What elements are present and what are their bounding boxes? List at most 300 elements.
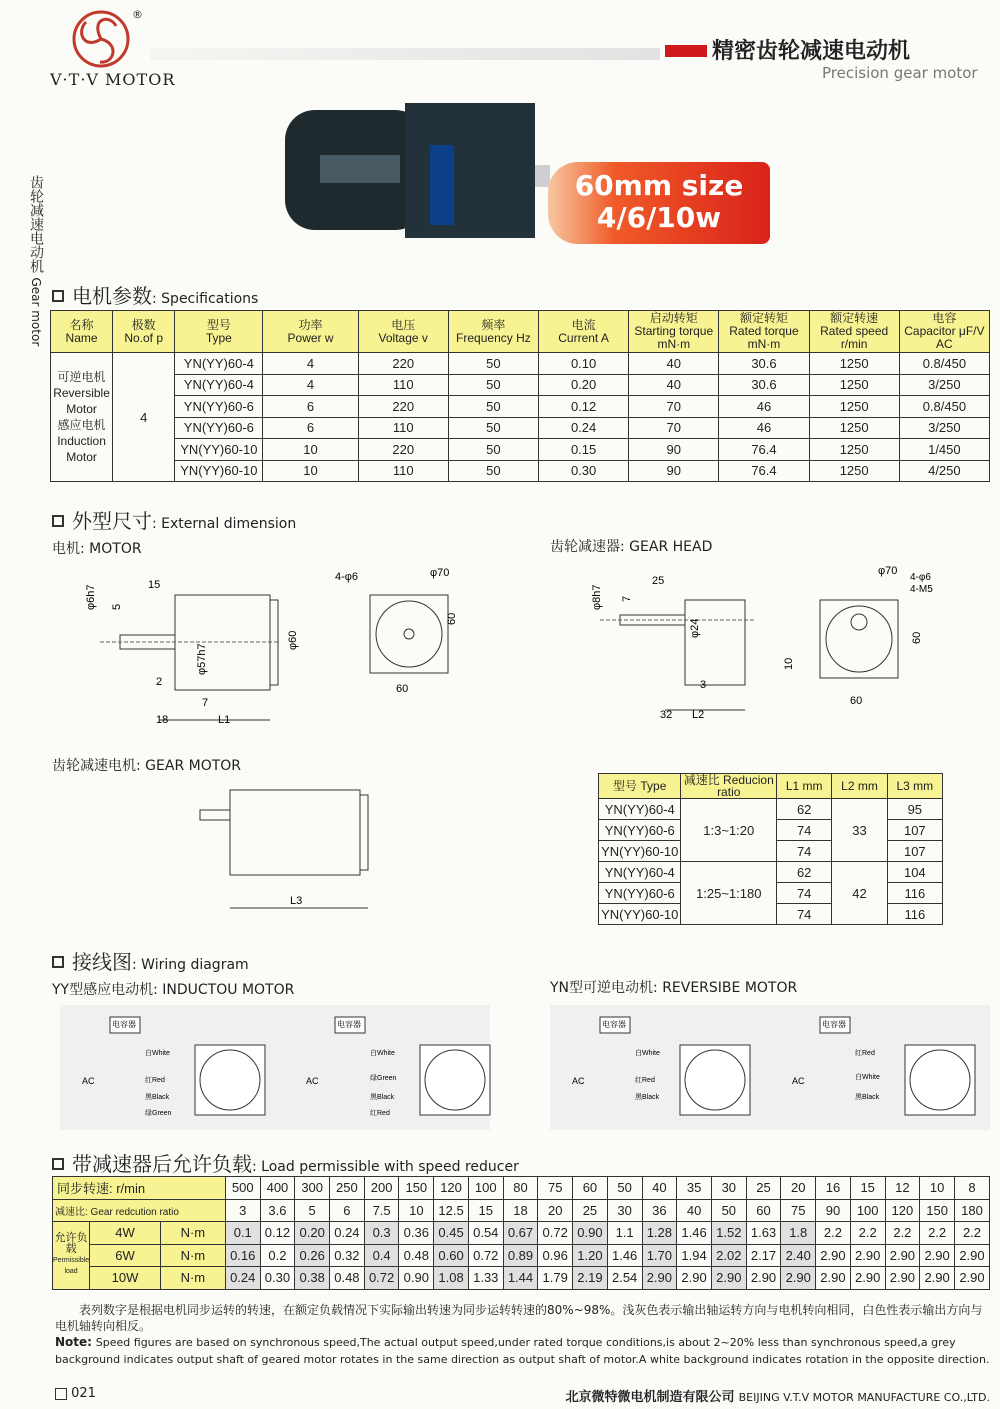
specs-title-en: : Specifications	[152, 291, 259, 307]
load-value-cell: 2.2	[850, 1222, 885, 1245]
dim-5: 5	[111, 603, 123, 610]
motor-photo	[280, 95, 550, 245]
ratio-head-ratio: 减速比 Reducion ratio	[681, 774, 777, 799]
specs-cell: 90	[629, 439, 719, 461]
dim-l3: L3	[290, 895, 303, 907]
load-value-cell: 2.2	[920, 1222, 955, 1245]
load-value-cell: 0.96	[538, 1244, 573, 1267]
load-value-cell: 0.30	[260, 1267, 295, 1290]
yn-motor-label: YN型可逆电动机: REVERSIBE MOTOR	[550, 980, 798, 996]
dim-phi6h7: φ6h7	[85, 584, 97, 610]
section-bullet-icon	[52, 515, 64, 527]
gear-dim-60-width: 60	[850, 695, 863, 707]
load-value-cell: 2.90	[677, 1267, 712, 1290]
specs-head-cn: 额定转矩	[739, 311, 788, 325]
load-value-cell: 1.63	[746, 1222, 781, 1245]
load-ratio-cell: 18	[503, 1199, 538, 1222]
load-speed-cell: 25	[746, 1177, 781, 1200]
ratio-l2-cell: 33	[832, 799, 887, 862]
dim-phi60: φ60	[287, 630, 299, 650]
load-unit-cell: N·m	[160, 1267, 225, 1290]
load-ratio-cell: 50	[711, 1199, 746, 1222]
load-ratio-cell: 40	[677, 1199, 712, 1222]
load-value-cell: 0.67	[503, 1222, 538, 1245]
wire-red-4: 红Red	[855, 1050, 875, 1057]
badge-power: 4/6/10w	[596, 201, 722, 234]
specs-cell: 76.4	[719, 439, 809, 461]
load-value-cell: 0.90	[399, 1267, 434, 1290]
specs-cell: 0.8/450	[899, 396, 989, 418]
wire-black-3: 黑Black	[635, 1094, 660, 1101]
specs-cell: 46	[719, 396, 809, 418]
load-value-cell: 1.52	[711, 1222, 746, 1245]
specs-cell: 220	[358, 439, 448, 461]
dimension-title-en: : External dimension	[152, 516, 297, 532]
specs-cell: 3/250	[899, 374, 989, 396]
load-value-cell: 0.12	[260, 1222, 295, 1245]
badge-size: 60mm size	[574, 169, 744, 202]
gear-dim-60-height: 60	[911, 631, 923, 644]
title-accent	[665, 45, 707, 57]
specs-cell: 3/250	[899, 417, 989, 439]
load-value-cell: 2.90	[642, 1267, 677, 1290]
load-speed-row	[53, 1177, 990, 1200]
load-speed-cell: 200	[364, 1177, 399, 1200]
registered-mark: ®	[132, 8, 143, 21]
ratio-l1-cell: 62	[777, 862, 832, 883]
ratio-l2-cell: 42	[832, 862, 887, 925]
cap-label-2: 电容器	[337, 1020, 361, 1029]
specs-cell: 50	[448, 460, 538, 482]
page-title-cn: 精密齿轮减速电动机	[712, 39, 911, 64]
specs-head-cell	[719, 311, 809, 353]
load-power-cell: 6W	[90, 1244, 161, 1267]
gearmotor-drawing	[190, 780, 390, 915]
load-speed-cell: 500	[225, 1177, 260, 1200]
gear-dim-10: 10	[783, 657, 795, 670]
ac-label-4: AC	[792, 1076, 805, 1086]
specs-heading	[52, 280, 258, 309]
specs-cell: 50	[448, 417, 538, 439]
ac-label-3: AC	[572, 1076, 585, 1086]
specs-head-cn: 电容	[932, 311, 957, 325]
load-value-row	[53, 1244, 990, 1267]
specs-cell: 110	[358, 460, 448, 482]
wire-white-1: 白White	[145, 1050, 170, 1057]
load-value-cell: 0.72	[468, 1244, 503, 1267]
load-value-cell: 2.90	[954, 1244, 989, 1267]
ratio-row	[599, 799, 943, 820]
load-value-cell: 0.60	[434, 1244, 469, 1267]
wire-white-4: 白White	[855, 1074, 880, 1081]
wire-black-1: 黑Black	[145, 1094, 170, 1101]
specs-head-cell	[263, 311, 358, 353]
load-value-cell: 2.90	[954, 1267, 989, 1290]
specs-row	[51, 396, 990, 418]
load-heading	[52, 1148, 519, 1177]
load-power-cell: 10W	[90, 1267, 161, 1290]
ratio-type-cell: YN(YY)60-6	[599, 883, 681, 904]
dim-4phi6: 4-φ6	[335, 571, 359, 583]
specs-cell: YN(YY)60-6	[175, 417, 263, 439]
specs-head-cell	[809, 311, 899, 353]
load-speed-cell: 10	[920, 1177, 955, 1200]
specs-row	[51, 374, 990, 396]
ratio-range-cell: 1:25~1:180	[681, 862, 777, 925]
load-value-cell: 2.90	[711, 1267, 746, 1290]
load-value-cell: 0.24	[225, 1267, 260, 1290]
load-ratio-label: 减速比: Gear redcution ratio	[53, 1199, 226, 1222]
dim-l1: L1	[218, 714, 231, 726]
note-en-text: Speed figures are based on synchronous speed,The actual output speed,under rated torque conditions,is about 2~20% less than synchronous speed,a grey background indicates output shaft of geared motor rotates in the same direction as output shaft of motor.A white background indicates rotation in the opposite direction.	[55, 1336, 990, 1366]
load-value-cell: 2.90	[781, 1267, 816, 1290]
dim-7: 7	[202, 697, 209, 709]
specs-cell: YN(YY)60-10	[175, 460, 263, 482]
load-speed-cell: 400	[260, 1177, 295, 1200]
wiring-diagrams	[60, 1005, 990, 1130]
specs-head-cell	[899, 311, 989, 353]
ratio-l1-cell: 74	[777, 904, 832, 925]
load-value-cell: 0.89	[503, 1244, 538, 1267]
specs-cell: 0.10	[539, 353, 629, 375]
specs-head-en: Rated torque mN·m	[729, 324, 799, 351]
ratio-header-row	[599, 774, 943, 799]
load-side-label	[53, 1222, 90, 1290]
specs-head-cn: 功率	[298, 317, 323, 332]
specs-cell: 4	[263, 374, 358, 396]
specs-name-line: Reversible	[53, 386, 110, 400]
section-bullet-icon	[52, 956, 64, 968]
specs-head-en: Rated speed r/min	[820, 324, 889, 351]
gear-dim-25: 25	[652, 575, 665, 587]
gear-dim-7: 7	[621, 595, 633, 602]
dimension-title-cn: 外型尺寸	[72, 509, 152, 533]
load-value-cell: 2.2	[816, 1222, 851, 1245]
ratio-l3-cell: 104	[887, 862, 942, 883]
specs-cell: 70	[629, 396, 719, 418]
ratio-range-cell: 1:3~1:20	[681, 799, 777, 862]
load-ratio-cell: 60	[746, 1199, 781, 1222]
load-speed-cell: 50	[607, 1177, 642, 1200]
specs-cell: 50	[448, 374, 538, 396]
load-value-cell: 2.40	[781, 1244, 816, 1267]
gear-dim-32: 32	[660, 709, 673, 721]
specs-cell: 30.6	[719, 374, 809, 396]
section-bullet-icon	[52, 1158, 64, 1170]
gear-dim-phi24: φ24	[689, 618, 701, 638]
load-value-row	[53, 1267, 990, 1290]
specs-cell: 50	[448, 396, 538, 418]
load-ratio-cell: 180	[954, 1199, 989, 1222]
title-divider	[150, 48, 660, 60]
load-value-cell: 2.02	[711, 1244, 746, 1267]
load-ratio-cell: 36	[642, 1199, 677, 1222]
ratio-type-cell: YN(YY)60-10	[599, 841, 681, 862]
ratio-type-cell: YN(YY)60-6	[599, 820, 681, 841]
load-value-cell: 2.90	[920, 1244, 955, 1267]
load-value-cell: 0.54	[468, 1222, 503, 1245]
load-ratio-cell: 30	[607, 1199, 642, 1222]
note-cn: 表列数字是根据电机同步运转的转速，在额定负载情况下实际输出转速为同步运转转速的80%~98%。浅灰色表示输出轴运转方向与电机转向相同，白色性表示输出方向与电机轴转向相反。	[55, 1303, 983, 1333]
dim-phi70: φ70	[430, 567, 450, 579]
load-ratio-cell: 120	[885, 1199, 920, 1222]
load-value-cell: 1.20	[573, 1244, 608, 1267]
specs-cell: YN(YY)60-4	[175, 374, 263, 396]
note-en-label: Note:	[55, 1335, 92, 1349]
ratio-l1-cell: 62	[777, 799, 832, 820]
specs-cell: 1250	[809, 460, 899, 482]
load-ratio-row	[53, 1199, 990, 1222]
ratio-type-cell: YN(YY)60-4	[599, 862, 681, 883]
specs-head-cn: 名称	[69, 317, 94, 332]
load-speed-cell: 75	[538, 1177, 573, 1200]
specs-cell: 1250	[809, 353, 899, 375]
wire-red-3: 红Red	[635, 1077, 655, 1084]
specs-cell: 0.20	[539, 374, 629, 396]
specs-head-cn: 电流	[571, 317, 596, 332]
load-value-cell: 0.26	[295, 1244, 330, 1267]
specs-cell: 4	[263, 353, 358, 375]
specs-cell: 76.4	[719, 460, 809, 482]
dimension-heading	[52, 505, 296, 534]
specs-cell: 40	[629, 374, 719, 396]
specs-head-en: No.of p	[124, 330, 164, 345]
specs-poles-cell: 4	[113, 353, 175, 482]
specs-cell: 46	[719, 417, 809, 439]
load-table	[52, 1176, 990, 1290]
load-speed-cell: 120	[434, 1177, 469, 1200]
ac-label-1: AC	[82, 1076, 95, 1086]
load-speed-cell: 20	[781, 1177, 816, 1200]
load-body	[53, 1177, 990, 1290]
gearmotor-drawing-label: 齿轮减速电机: GEAR MOTOR	[52, 758, 242, 774]
cap-label-1: 电容器	[112, 1020, 136, 1029]
specs-cell: 50	[448, 439, 538, 461]
load-value-cell: 1.44	[503, 1267, 538, 1290]
specs-row	[51, 439, 990, 461]
ratio-l3-cell: 116	[887, 904, 942, 925]
specs-cell: 0.12	[539, 396, 629, 418]
page-icon	[55, 1388, 67, 1400]
load-speed-label: 同步转速: r/min	[53, 1177, 226, 1200]
wire-red-2: 红Red	[370, 1110, 390, 1117]
cap-label-4: 电容器	[822, 1020, 846, 1029]
specs-cell: 10	[263, 439, 358, 461]
load-title-en: : Load permissible with speed reducer	[252, 1159, 519, 1175]
specs-cell: 1250	[809, 374, 899, 396]
load-speed-cell: 35	[677, 1177, 712, 1200]
specs-name-line: Motor	[66, 402, 97, 416]
load-value-cell: 2.2	[954, 1222, 989, 1245]
load-value-cell: 1.46	[677, 1222, 712, 1245]
company-en: BEIJING V.T.V MOTOR MANUFACTURE CO.,LTD.	[738, 1391, 990, 1404]
gear-dim-phi8h7: φ8h7	[591, 584, 603, 610]
specs-head-cell	[113, 311, 175, 353]
specs-cell: 1/450	[899, 439, 989, 461]
wiring-title-en: : Wiring diagram	[132, 957, 249, 973]
load-value-cell: 2.90	[885, 1267, 920, 1290]
specs-row	[51, 417, 990, 439]
specs-head-cell	[175, 311, 263, 353]
specs-cell: 1250	[809, 417, 899, 439]
note-en	[55, 1334, 990, 1368]
load-value-cell: 0.48	[330, 1267, 365, 1290]
specs-cell: YN(YY)60-10	[175, 439, 263, 461]
ratio-l3-cell: 95	[887, 799, 942, 820]
load-unit-cell: N·m	[160, 1244, 225, 1267]
specs-cell: 1250	[809, 396, 899, 418]
specs-head-cn: 极数	[131, 317, 156, 332]
load-value-cell: 0.90	[573, 1222, 608, 1245]
specs-table	[50, 310, 990, 482]
specs-cell: 0.30	[539, 460, 629, 482]
ratio-row	[599, 862, 943, 883]
load-ratio-cell: 100	[850, 1199, 885, 1222]
load-value-cell: 0.32	[330, 1244, 365, 1267]
company-cn: 北京微特微电机制造有限公司	[565, 1390, 735, 1405]
load-value-cell: 2.90	[850, 1267, 885, 1290]
brand-name: V·T·V MOTOR	[50, 70, 176, 89]
specs-head-en: Frequency Hz	[456, 330, 531, 345]
specs-head-en: Name	[65, 330, 98, 345]
load-value-cell: 1.94	[677, 1244, 712, 1267]
load-ratio-cell: 12.5	[434, 1199, 469, 1222]
specs-name-line: Motor	[66, 450, 97, 464]
ratio-head-type: 型号 Type	[599, 774, 681, 799]
ratio-head-l3: L3 mm	[887, 774, 942, 799]
load-value-cell: 1.08	[434, 1267, 469, 1290]
page-title-en: Precision gear motor	[822, 64, 978, 82]
specs-cell: 220	[358, 353, 448, 375]
specs-head-cn: 启动转矩	[649, 311, 698, 325]
ratio-l3-cell: 107	[887, 820, 942, 841]
page-number: 021	[71, 1386, 96, 1401]
side-label-cn: 齿轮减速电动机	[28, 175, 44, 273]
wire-green-2: 绿Green	[370, 1075, 397, 1082]
load-value-cell: 0.1	[225, 1222, 260, 1245]
load-value-cell: 2.90	[920, 1267, 955, 1290]
load-value-row	[53, 1222, 990, 1245]
load-value-cell: 2.90	[850, 1244, 885, 1267]
specs-cell: 1250	[809, 439, 899, 461]
dim-phi57h7: φ57h7	[196, 643, 208, 675]
specs-head-cell	[539, 311, 629, 353]
footer	[55, 1386, 990, 1406]
load-value-cell: 0.36	[399, 1222, 434, 1245]
load-value-cell: 1.33	[468, 1267, 503, 1290]
specs-cell: 10	[263, 460, 358, 482]
ratio-l1-cell: 74	[777, 820, 832, 841]
section-bullet-icon	[52, 290, 64, 302]
load-ratio-cell: 5	[295, 1199, 330, 1222]
specs-name-line: 感应电机	[57, 418, 106, 432]
wire-black-4: 黑Black	[855, 1094, 880, 1101]
specs-cell: 0.24	[539, 417, 629, 439]
load-value-cell: 2.54	[607, 1267, 642, 1290]
specs-name-line: 可逆电机	[57, 370, 106, 384]
load-value-cell: 0.72	[538, 1222, 573, 1245]
specs-head-en: Type	[205, 330, 232, 345]
load-value-cell: 2.17	[746, 1244, 781, 1267]
load-value-cell: 1.8	[781, 1222, 816, 1245]
specs-cell: YN(YY)60-6	[175, 396, 263, 418]
specs-title-cn: 电机参数	[72, 284, 152, 308]
gear-dim-phi70: φ70	[878, 565, 898, 577]
gear-dim-4phi6: 4-φ6	[910, 572, 931, 583]
load-speed-cell: 300	[295, 1177, 330, 1200]
specs-row	[51, 353, 990, 375]
load-side-cn: 允许负载	[54, 1232, 88, 1256]
specs-cell: 6	[263, 417, 358, 439]
load-speed-cell: 150	[399, 1177, 434, 1200]
load-speed-cell: 40	[642, 1177, 677, 1200]
specs-name-cell	[51, 353, 113, 482]
load-ratio-cell: 3.6	[260, 1199, 295, 1222]
load-value-cell: 2.90	[885, 1244, 920, 1267]
specs-cell: 70	[629, 417, 719, 439]
specs-head-en: Capacitor μF/V AC	[904, 324, 985, 351]
specs-row	[51, 460, 990, 482]
load-value-cell: 0.24	[330, 1222, 365, 1245]
dim-18: 18	[156, 714, 169, 726]
yy-motor-label: YY型感应电动机: INDUCTOU MOTOR	[52, 982, 295, 998]
wire-white-3: 白White	[635, 1050, 660, 1057]
load-speed-cell: 80	[503, 1177, 538, 1200]
specs-head-cell	[51, 311, 113, 353]
load-value-cell: 1.46	[607, 1244, 642, 1267]
load-title-cn: 带减速器后允许负载	[72, 1152, 252, 1176]
load-power-cell: 4W	[90, 1222, 161, 1245]
load-value-cell: 2.2	[885, 1222, 920, 1245]
specs-head-cn: 额定转速	[830, 311, 879, 325]
specs-cell: 6	[263, 396, 358, 418]
ratio-type-cell: YN(YY)60-4	[599, 799, 681, 820]
load-value-cell: 0.45	[434, 1222, 469, 1245]
load-ratio-cell: 15	[468, 1199, 503, 1222]
ratio-type-cell: YN(YY)60-10	[599, 904, 681, 925]
load-ratio-cell: 6	[330, 1199, 365, 1222]
footer-company	[565, 1386, 990, 1405]
wire-red-1: 红Red	[145, 1077, 165, 1084]
load-value-cell: 2.90	[746, 1267, 781, 1290]
load-value-cell: 0.16	[225, 1244, 260, 1267]
specs-head-cell	[629, 311, 719, 353]
load-speed-cell: 30	[711, 1177, 746, 1200]
specs-cell: 30.6	[719, 353, 809, 375]
load-ratio-cell: 3	[225, 1199, 260, 1222]
dim-60-width: 60	[396, 683, 409, 695]
load-unit-cell: N·m	[160, 1222, 225, 1245]
ratio-l3-cell: 116	[887, 883, 942, 904]
load-value-cell: 0.38	[295, 1267, 330, 1290]
load-speed-cell: 15	[850, 1177, 885, 1200]
load-speed-cell: 250	[330, 1177, 365, 1200]
size-badge	[548, 162, 770, 244]
specs-cell: 50	[448, 353, 538, 375]
load-ratio-cell: 20	[538, 1199, 573, 1222]
load-value-cell: 1.79	[538, 1267, 573, 1290]
load-ratio-cell: 90	[816, 1199, 851, 1222]
load-speed-cell: 16	[816, 1177, 851, 1200]
specs-head-cn: 频率	[481, 317, 506, 332]
load-ratio-cell: 75	[781, 1199, 816, 1222]
specs-head-en: Voltage v	[378, 330, 428, 345]
ratio-body	[599, 799, 943, 925]
load-ratio-cell: 150	[920, 1199, 955, 1222]
gear-dim-3: 3	[700, 679, 707, 691]
load-value-cell: 1.70	[642, 1244, 677, 1267]
gear-dim-4m5: 4-M5	[910, 584, 933, 595]
